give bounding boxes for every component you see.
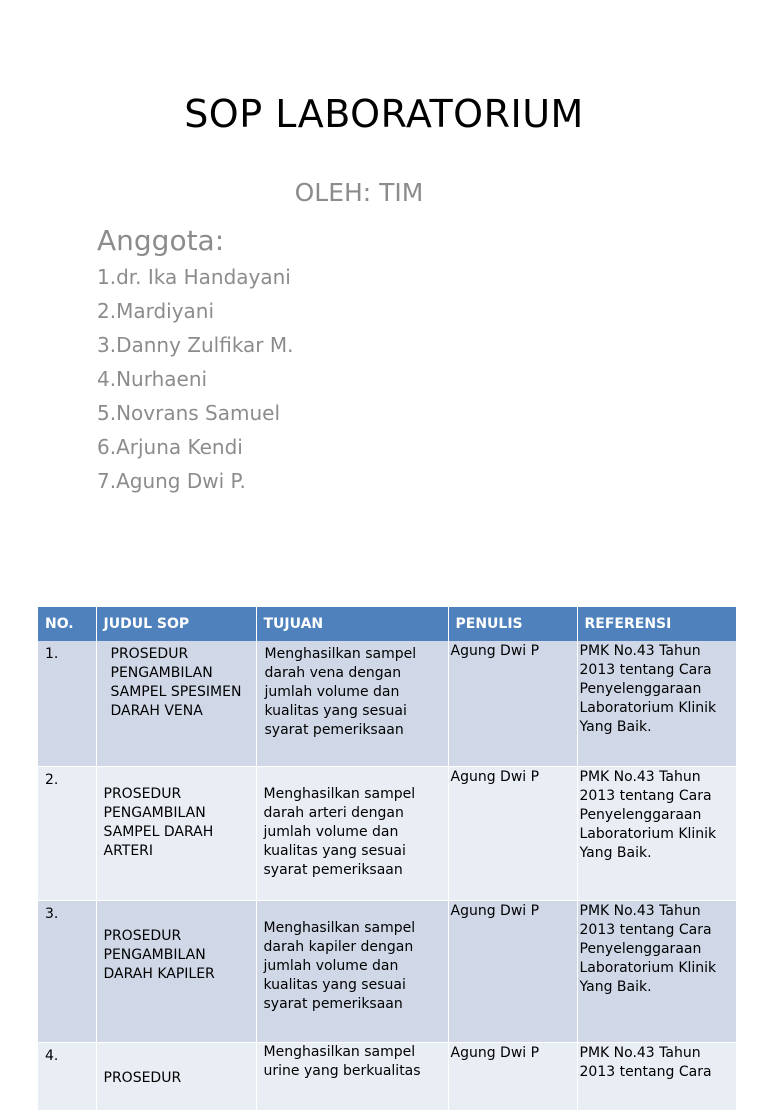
column-header-tujuan: TUJUAN (256, 607, 448, 641)
slide-subtitle: OLEH: TIM (294, 178, 424, 207)
cell-no: 2. (38, 767, 96, 901)
slide-title: SOP LABORATORIUM (184, 92, 584, 136)
cell-tujuan (256, 901, 448, 1043)
column-header-penulis: PENULIS (448, 607, 577, 641)
cell-judul (96, 767, 256, 901)
cell-tujuan-text: Menghasilkan sampel darah arteri dengan jumlah volume dan kualitas yang sesuai syarat pemeriksaan (263, 786, 416, 878)
member-item: 7.Agung Dwi P. (97, 469, 246, 493)
cell-tujuan (256, 641, 448, 767)
cell-tujuan-text: Menghasilkan sampel darah kapiler dengan jumlah volume dan kualitas yang sesuai syarat pemeriksaan (263, 920, 416, 1012)
column-header-referensi: REFERENSI (577, 607, 736, 641)
column-header-no: NO. (38, 607, 96, 641)
member-item: 2.Mardiyani (97, 299, 215, 323)
member-item: 1.dr. Ika Handayani (97, 265, 291, 289)
cell-tujuan (256, 767, 448, 901)
cell-judul-text: PROSEDUR PENGAMBILAN DARAH KAPILER (103, 928, 215, 982)
cell-penulis: Agung Dwi P (448, 901, 577, 1043)
cell-tujuan-text: Menghasilkan sampel darah vena dengan jumlah volume dan kualitas yang sesuai syarat pemeriksaan (264, 646, 417, 738)
cell-penulis: Agung Dwi P (448, 767, 577, 901)
cell-judul (96, 1043, 256, 1111)
cell-referensi: PMK No.43 Tahun 2013 tentang Cara (577, 1043, 736, 1111)
members-list (97, 262, 294, 500)
table-header-row (38, 607, 736, 641)
cell-judul-text: PROSEDUR PENGAMBILAN SAMPEL SPESIMEN DARAH VENA (110, 646, 242, 719)
members-heading: Anggota: (97, 224, 225, 257)
table-row (38, 901, 736, 1043)
table-row (38, 1043, 736, 1111)
table-row (38, 641, 736, 767)
cell-no: 1. (38, 641, 96, 767)
cell-referensi: PMK No.43 Tahun 2013 tentang Cara Penyelenggaraan Laboratorium Klinik Yang Baik. (577, 767, 736, 901)
cell-judul (96, 641, 256, 767)
cell-judul-text: PROSEDUR PENGAMBILAN SAMPEL DARAH ARTERI (103, 786, 214, 859)
sop-table (38, 607, 737, 1111)
member-item: 3.Danny Zulfikar M. (97, 333, 294, 357)
cell-tujuan-text: Menghasilkan sampel urine yang berkualitas (263, 1044, 421, 1079)
cell-judul-text: PROSEDUR (103, 1070, 182, 1086)
member-item: 4.Nurhaeni (97, 367, 208, 391)
cell-penulis: Agung Dwi P (448, 641, 577, 767)
cell-referensi: PMK No.43 Tahun 2013 tentang Cara Penyelenggaraan Laboratorium Klinik Yang Baik. (577, 901, 736, 1043)
cell-tujuan (256, 1043, 448, 1111)
cell-penulis: Agung Dwi P (448, 1043, 577, 1111)
member-item: 5.Novrans Samuel (97, 401, 281, 425)
cell-referensi: PMK No.43 Tahun 2013 tentang Cara Penyelenggaraan Laboratorium Klinik Yang Baik. (577, 641, 736, 767)
cell-judul (96, 901, 256, 1043)
cell-no: 4. (38, 1043, 96, 1111)
member-item: 6.Arjuna Kendi (97, 435, 243, 459)
table-row (38, 767, 736, 901)
cell-no: 3. (38, 901, 96, 1043)
column-header-judul: JUDUL SOP (96, 607, 256, 641)
